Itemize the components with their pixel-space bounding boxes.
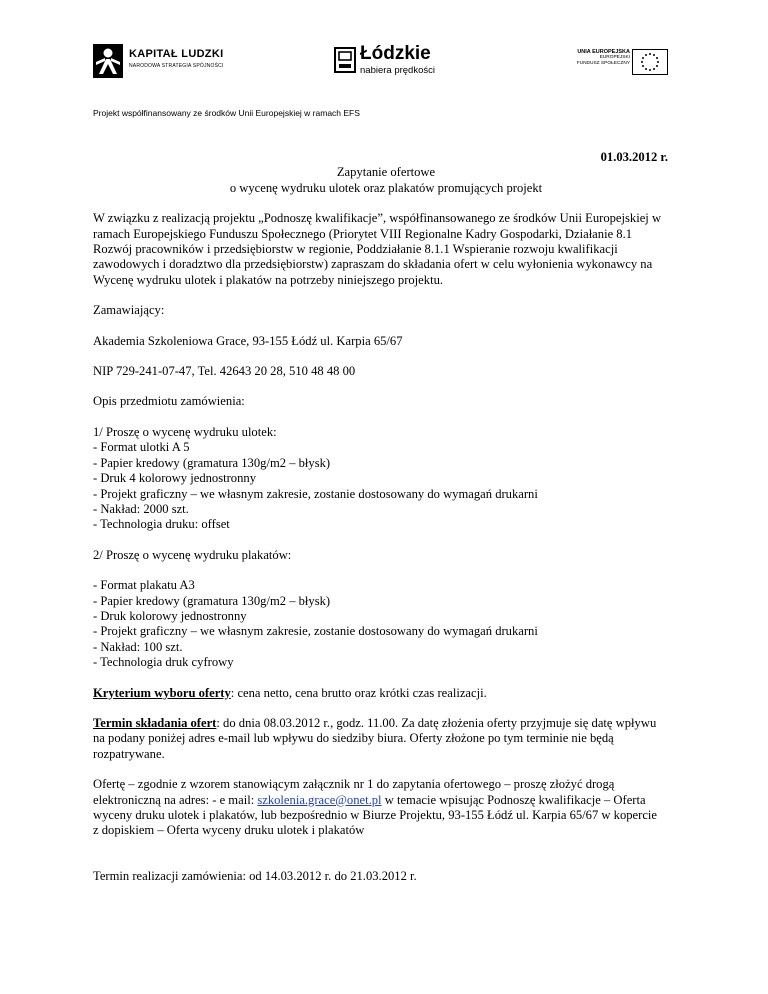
nip-tel: NIP 729-241-07-47, Tel. 42643 20 28, 510 48 48 00 [93, 364, 356, 379]
list-item: - Projekt graficzny – we własnym zakresie, zostanie dostosowany do wymagań drukarni [93, 624, 538, 639]
kapital-ludzki-icon [93, 44, 123, 78]
list-item: - Druk 4 kolorowy jednostronny [93, 471, 256, 486]
list-item: - Technologia druk cyfrowy [93, 655, 234, 670]
intro-line: zawodowych i doradztwo dla przedsiębiorstw) zapraszam do składania ofert w celu wyłonienia wykonawcy na [93, 257, 653, 272]
oferte-line: Ofertę – zgodnie z wzorem stanowiącym załącznik nr 1 do zapytania ofertowego – proszę złożyć drogą [93, 777, 615, 792]
eu-line-2: EUROPEJSKI [599, 55, 630, 61]
eu-line-1: UNIA EUROPEJSKA [577, 49, 630, 55]
list-item: - Papier kredowy (gramatura 130g/m2 – błysk) [93, 593, 331, 608]
intro-line: Wycenę wydruku ulotek i plakatów na potrzeby niniejszego projektu. [93, 272, 444, 287]
document-date: 01.03.2012 r. [600, 150, 668, 164]
opis-label: Opis przedmiotu zamówienia: [93, 394, 245, 409]
oferte-line-post: w temacie wpisując Podnoszę kwalifikacje – Oferta [381, 792, 646, 807]
efs-cofinancing-note: Projekt współfinansowany ze środków Unii Europejskiej w ramach EFS [93, 108, 360, 118]
list-item: - Druk kolorowy jednostronny [93, 608, 247, 623]
intro-line: Rozwój pracowników i przedsiębiorstw w regionie, Poddziałanie 8.1.1 Wspieranie rozwoju kwalifikacji [93, 242, 618, 257]
header-logos [0, 36, 768, 86]
termin-paragraph [93, 716, 679, 762]
oferte-line-pre: elektroniczną na adres: - e mail: [93, 792, 258, 807]
list-item: - Technologia druku: offset [93, 517, 230, 532]
oferte-line: z dopiskiem – Oferta wyceny druku ulotek i plakatów [93, 823, 365, 838]
eu-logo [562, 49, 672, 79]
oferte-paragraph [93, 777, 679, 839]
list-item: - Format plakatu A3 [93, 578, 195, 593]
list-item: - Nakład: 2000 szt. [93, 501, 189, 516]
termin-label: Termin składania ofert [93, 715, 217, 730]
intro-line: ramach Europejskiego Funduszu Społecznego (Priorytet VIII Regionalne Kadry Gospodarki, Działanie 8.1 [93, 226, 633, 241]
intro-line: W związku z realizacją projektu „Podnoszę kwalifikacje”, współfinansowanego ze środków Unii Europejskiej w [93, 211, 662, 226]
lodzkie-title: Łódzkie [360, 43, 431, 64]
zamawiajacy-label: Zamawiający: [93, 303, 165, 318]
kryterium-paragraph [93, 686, 679, 701]
ulotki-section [93, 425, 679, 533]
list-item: - Papier kredowy (gramatura 130g/m2 – błysk) [93, 455, 331, 470]
kapital-ludzki-subtitle: NARODOWA STRATEGIA SPÓJNOŚCI [129, 63, 224, 69]
lodzkie-subtitle: nabiera prędkości [360, 65, 435, 76]
kapital-ludzki-title: KAPITAŁ LUDZKI [129, 48, 224, 60]
lodzkie-icon [334, 47, 356, 73]
lodzkie-logo [334, 44, 454, 84]
realizacja-line: Termin realizacji zamówienia: od 14.03.2012 r. do 21.03.2012 r. [93, 868, 417, 883]
termin-text: : do dnia 08.03.2012 r., godz. 11.00. Za datę złożenia oferty przyjmuje się datę wpływu [216, 715, 657, 730]
zamawiajacy-address: Akademia Szkoleniowa Grace, 93-155 Łódź ul. Karpia 65/67 [93, 333, 403, 348]
list-item: - Nakład: 100 szt. [93, 639, 183, 654]
termin-line: rozpatrywane. [93, 746, 165, 761]
email-link[interactable]: szkolenia.grace@onet.pl [257, 792, 382, 807]
eu-flag-icon [632, 49, 668, 75]
list-item: - Projekt graficzny – we własnym zakresie, zostanie dostosowany do wymagań drukarni [93, 486, 538, 501]
kapital-ludzki-logo [93, 44, 253, 80]
document-title: Zapytanie ofertowe [336, 165, 436, 180]
kryterium-label: Kryterium wyboru oferty [93, 685, 231, 700]
oferte-line: wyceny druku ulotek i plakatów, lub bezpośrednio w Biurze Projektu, 93-155 Łódź ul. Karpia 65/67 w kopercie [93, 808, 658, 822]
ulotki-heading: 1/ Proszę o wycenę wydruku ulotek: [93, 424, 277, 439]
plakaty-heading: 2/ Proszę o wycenę wydruku plakatów: [93, 547, 292, 562]
document-subtitle: o wycenę wydruku ulotek oraz plakatów promujących projekt [229, 180, 543, 195]
termin-line: na podany poniżej adres e-mail lub wpływu do siedziby biura. Oferty złożone po tym terminie nie będą [93, 731, 614, 746]
document-body [93, 150, 679, 884]
list-item: - Format ulotki A 5 [93, 440, 190, 455]
plakaty-section [93, 578, 679, 670]
eu-line-3: FUNDUSZ SPOŁECZNY [576, 60, 630, 66]
eu-logo-text [577, 49, 630, 66]
intro-paragraph [93, 211, 679, 288]
kryterium-text: : cena netto, cena brutto oraz krótki czas realizacji. [230, 685, 487, 700]
